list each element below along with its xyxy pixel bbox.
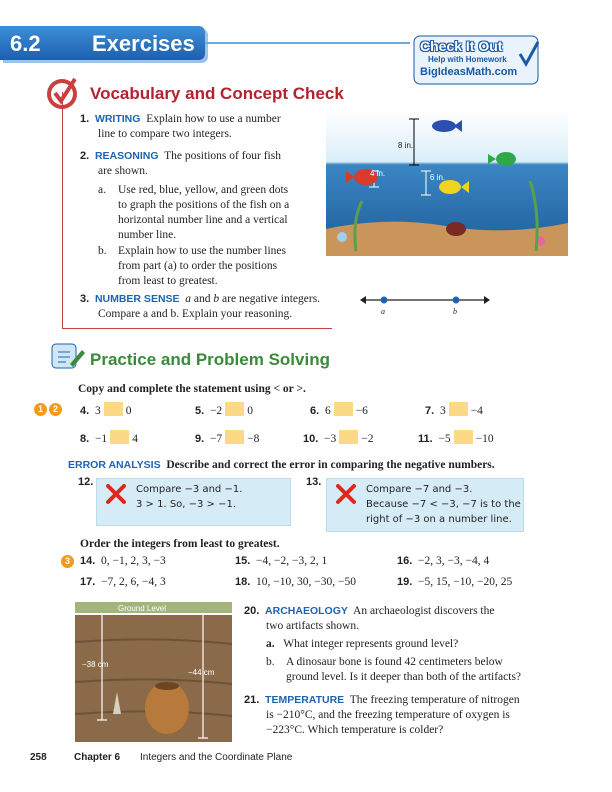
header-rule bbox=[205, 42, 410, 44]
question-20: 20. ARCHAEOLOGY An archaeologist discovers the bbox=[244, 605, 495, 617]
depth-38-label: −38 cm bbox=[82, 660, 109, 669]
fish-label-4in: 4 in. bbox=[370, 169, 386, 178]
example-badge-1[interactable]: 1 bbox=[34, 403, 47, 416]
answer-box[interactable] bbox=[454, 430, 473, 444]
vocab-frame-bottom bbox=[62, 328, 332, 329]
question-2: 2. REASONING The positions of four fish bbox=[80, 150, 281, 162]
ground-level-label: Ground Level bbox=[118, 604, 167, 613]
section-number: 6.2 bbox=[10, 31, 41, 56]
question-1-line2: line to compare two integers. bbox=[98, 128, 232, 140]
question-2a-label: a. bbox=[98, 184, 106, 196]
pencil-paper-icon bbox=[48, 340, 86, 372]
logo-text-site: BigIdeasMath.com bbox=[420, 66, 518, 78]
footer-chapter: Chapter 6 bbox=[74, 752, 121, 763]
depth-44-label: −44 cm bbox=[188, 668, 215, 677]
answer-box[interactable] bbox=[225, 430, 244, 444]
answer-box[interactable] bbox=[339, 430, 358, 444]
answer-box[interactable] bbox=[225, 402, 244, 416]
question-20b-label: b. bbox=[266, 656, 275, 668]
question-1: 1. WRITING Explain how to use a number bbox=[80, 113, 281, 125]
exercise-19: 19. −5, 15, −10, −20, 25 bbox=[397, 576, 513, 588]
exercise-14: 14. 0, −1, 2, 3, −3 bbox=[80, 555, 166, 567]
exercise-17: 17. −7, 2, 6, −4, 3 bbox=[80, 576, 166, 588]
exercise-5: 5. −2 0 bbox=[195, 402, 253, 419]
exercise-10: 10. −3 −2 bbox=[303, 430, 374, 447]
exercise-12-number: 12. bbox=[78, 476, 94, 488]
question-20b: A dinosaur bone is found 42 centimeters below ground level. Is it deeper than both of the artifacts? bbox=[286, 656, 522, 683]
section-title: Exercises bbox=[92, 31, 195, 56]
question-21-lines: is −210°C, and the freezing temperature of oxygen is −223°C. Which temperature is colder? bbox=[266, 709, 510, 736]
exercise-8: 8. −1 4 bbox=[80, 430, 138, 447]
question-2-line2: are shown. bbox=[98, 165, 148, 177]
question-2b: Explain how to use the number lines from part (a) to order the positions from least to greatest. bbox=[118, 245, 286, 287]
exercise-6: 6. 6 −6 bbox=[310, 402, 368, 419]
fish-label-8in: 8 in. bbox=[398, 141, 414, 150]
answer-box[interactable] bbox=[110, 430, 129, 444]
logo-text-help: Help with Homework bbox=[428, 55, 507, 64]
exercise-4: 4. 3 0 bbox=[80, 402, 131, 419]
footer-title: Integers and the Coordinate Plane bbox=[140, 752, 293, 763]
answer-box[interactable] bbox=[104, 402, 123, 416]
question-2a: Use red, blue, yellow, and green dots to graph the positions of the fish on a horizontal number line and a vertical number line. bbox=[118, 184, 290, 241]
page-number: 258 bbox=[30, 752, 47, 763]
vocab-frame-left bbox=[62, 92, 63, 328]
exercise-7: 7. 3 −4 bbox=[425, 402, 483, 419]
checkmark-icon bbox=[44, 72, 84, 112]
exercise-18: 18. 10, −10, 30, −30, −50 bbox=[235, 576, 357, 588]
exercise-13-number: 13. bbox=[306, 476, 322, 488]
logo-text-check: Check It Out bbox=[420, 38, 503, 54]
practice-heading: Practice and Problem Solving bbox=[90, 350, 330, 369]
instruction-order: Order the integers from least to greatest. bbox=[80, 538, 280, 550]
question-21: 21. TEMPERATURE The freezing temperature of nitrogen bbox=[244, 694, 520, 706]
answer-box[interactable] bbox=[334, 402, 353, 416]
fish-aquarium-image bbox=[326, 111, 568, 256]
red-x-icon bbox=[104, 482, 128, 506]
red-x-icon bbox=[334, 482, 358, 506]
vocab-heading: Vocabulary and Concept Check bbox=[90, 84, 344, 103]
number-line-b: b bbox=[453, 307, 457, 316]
instruction-compare: Copy and complete the statement using < or >. bbox=[78, 383, 306, 395]
error-12-text: Compare −3 and −1. 3 > 1. So, −3 > −1. bbox=[136, 484, 243, 510]
exercise-9: 9. −7 −8 bbox=[195, 430, 259, 447]
question-3: 3. NUMBER SENSE a and b are negative integers. bbox=[80, 293, 321, 305]
example-badge-3[interactable]: 3 bbox=[61, 555, 74, 568]
answer-box[interactable] bbox=[449, 402, 468, 416]
question-2b-label: b. bbox=[98, 245, 107, 257]
number-line-a: a bbox=[381, 307, 385, 316]
error-analysis-instruction: ERROR ANALYSIS Describe and correct the error in comparing the negative numbers. bbox=[68, 459, 495, 471]
fish-label-6in: 6 in. bbox=[430, 173, 446, 182]
number-line bbox=[360, 293, 490, 307]
question-3-line2: Compare a and b. Explain your reasoning. bbox=[98, 308, 293, 320]
error-13-text: Compare −7 and −3. Because −7 < −3, −7 is to the right of −3 on a number line. bbox=[366, 484, 521, 525]
exercise-16: 16. −2, 3, −3, −4, 4 bbox=[397, 555, 490, 567]
question-20a: a. What integer represents ground level? bbox=[266, 638, 459, 650]
exercise-11: 11. −5 −10 bbox=[418, 430, 494, 447]
example-badge-2[interactable]: 2 bbox=[49, 403, 62, 416]
exercise-15: 15. −4, −2, −3, 2, 1 bbox=[235, 555, 328, 567]
question-20-line2: two artifacts shown. bbox=[266, 620, 359, 632]
